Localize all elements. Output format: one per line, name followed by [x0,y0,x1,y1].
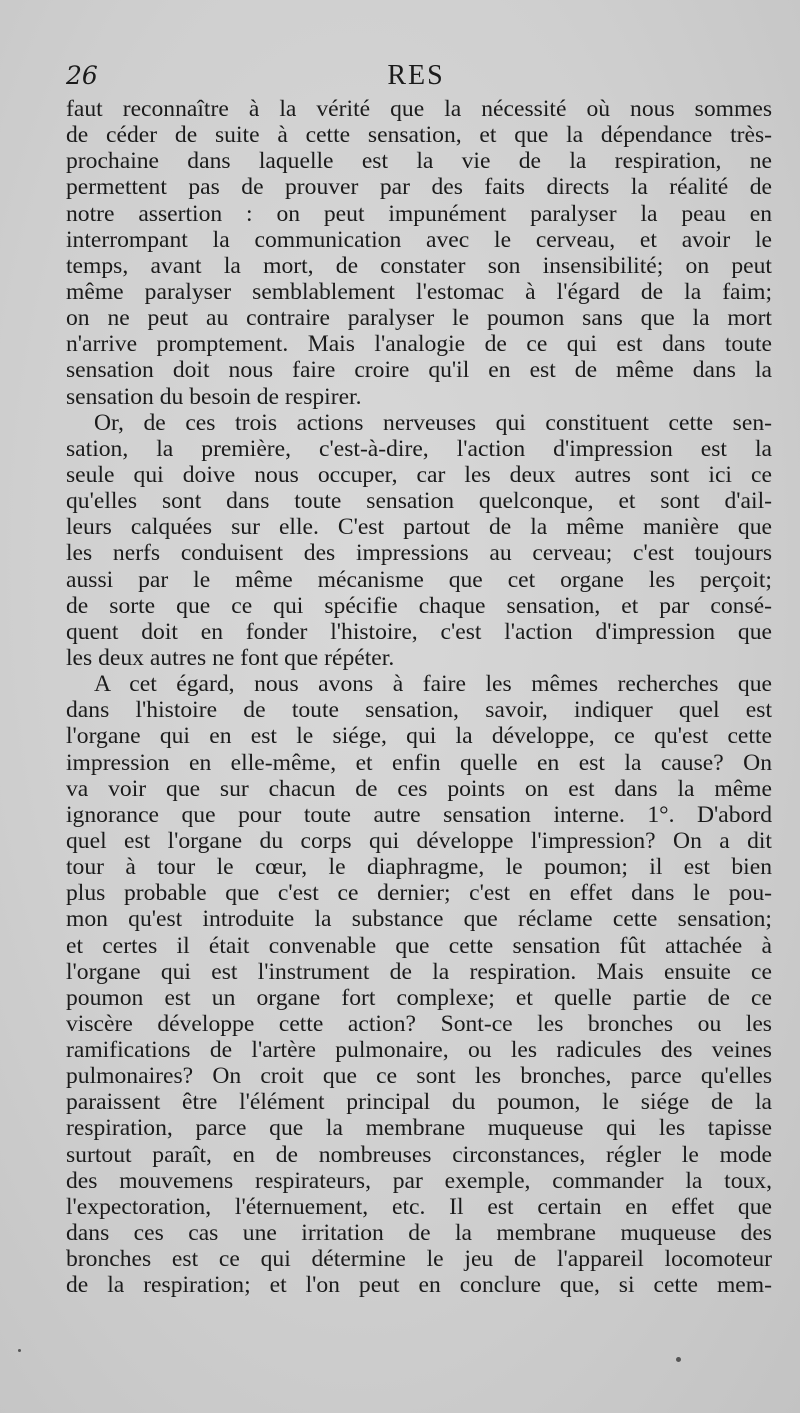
text-line: respiration, parce que la membrane muqueuse qui les tapisse [66,1115,772,1142]
text-line: on ne peut au contraire paralyser le poumon sans que la mort [66,305,772,332]
text-line: qu'elles sont dans toute sensation quelconque, et sont d'ail- [66,488,772,515]
text-line: poumon est un organe fort complexe; et quelle partie de ce [66,984,772,1011]
text-line: les deux autres ne font que répéter. [66,644,395,671]
text-line: n'arrive promptement. Mais l'analogie de ce qui est dans toute [66,331,772,358]
text-line: mon qu'est introduite la substance que réclame cette sensation; [66,906,772,933]
text-line: de sorte que ce qui spécifie chaque sensation, et par consé- [66,592,772,619]
text-line: prochaine dans laquelle est la vie de la respiration, ne [66,148,772,175]
running-head: RES [387,60,445,91]
text-line: l'expectoration, l'éternuement, etc. Il est certain en effet que [66,1193,772,1220]
text-line: même paralyser semblablement l'estomac à l'égard de la faim; [66,278,772,305]
text-line: quel est l'organe du corps qui développe l'impression? On a dit [66,827,772,854]
text-line: paraissent être l'élément principal du poumon, le siége de la [66,1089,772,1116]
text-line: de céder de suite à cette sensation, et que la dépendance très- [66,122,772,149]
text-line: va voir que sur chacun de ces points on est dans la même [66,775,772,802]
text-line: des mouvemens respirateurs, par exemple, commander la toux, [66,1167,772,1194]
text-line: interrompant la communication avec le cerveau, et avoir le [66,226,772,253]
text-line: permettent pas de prouver par des faits directs la réalité de [66,174,772,201]
text-line: seule qui doive nous occuper, car les deux autres sont ici ce [66,461,772,488]
text-line: les nerfs conduisent des impressions au cerveau; c'est toujours [66,540,772,567]
text-line: viscère développe cette action? Sont-ce les bronches ou les [66,1010,772,1037]
text-line: temps, avant la mort, de constater son insensibilité; on peut [66,252,772,279]
text-line: ramifications de l'artère pulmonaire, ou les radicules des veines [66,1037,772,1064]
text-line: ignorance que pour toute autre sensation interne. 1°. D'abord [66,801,772,828]
text-line: sation, la première, c'est-à-dire, l'action d'impression est la [66,435,772,462]
text-line: sensation doit nous faire croire qu'il en est de même dans la [66,357,772,384]
paper-speck [18,1349,21,1352]
text-line: dans ces cas une irritation de la membrane muqueuse des [66,1220,772,1247]
text-line: de la respiration; et l'on peut en conclure que, si cette mem- [66,1272,772,1299]
text-line: tour à tour le cœur, le diaphragme, le poumon; il est bien [66,854,772,881]
text-line: quent doit en fonder l'histoire, c'est l'action d'impression que [66,618,772,645]
text-line: surtout paraît, en de nombreuses circonstances, régler le mode [66,1141,772,1168]
text-line: dans l'histoire de toute sensation, savoir, indiquer quel est [66,697,772,724]
body-text [66,96,772,1298]
paper-speck [676,1357,681,1362]
text-line: plus probable que c'est ce dernier; c'est en effet dans le pou- [66,880,772,907]
text-line: l'organe qui en est le siége, qui la développe, ce qu'est cette [66,723,772,750]
text-line: Or, de ces trois actions nerveuses qui constituent cette sen- [94,409,772,436]
text-line: l'organe qui est l'instrument de la respiration. Mais ensuite ce [66,958,772,985]
text-line: et certes il était convenable que cette sensation fût attachée à [66,932,772,959]
text-line: faut reconnaître à la vérité que la nécessité où nous sommes [66,96,772,122]
page-header [66,58,766,94]
text-line: impression en elle-même, et enfin quelle en est la cause? On [66,749,772,776]
text-line: bronches est ce qui détermine le jeu de l'appareil locomoteur [66,1246,772,1273]
page-number: 26 [66,61,98,90]
text-line: leurs calquées sur elle. C'est partout de la même manière que [66,514,772,541]
text-line: A cet égard, nous avons à faire les mêmes recherches que [94,671,772,698]
text-line: sensation du besoin de respirer. [66,383,362,410]
text-line: notre assertion : on peut impunément paralyser la peau en [66,200,772,227]
text-line: pulmonaires? On croit que ce sont les bronches, parce qu'elles [66,1063,772,1090]
text-line: aussi par le même mécanisme que cet organe les perçoit; [66,566,772,593]
